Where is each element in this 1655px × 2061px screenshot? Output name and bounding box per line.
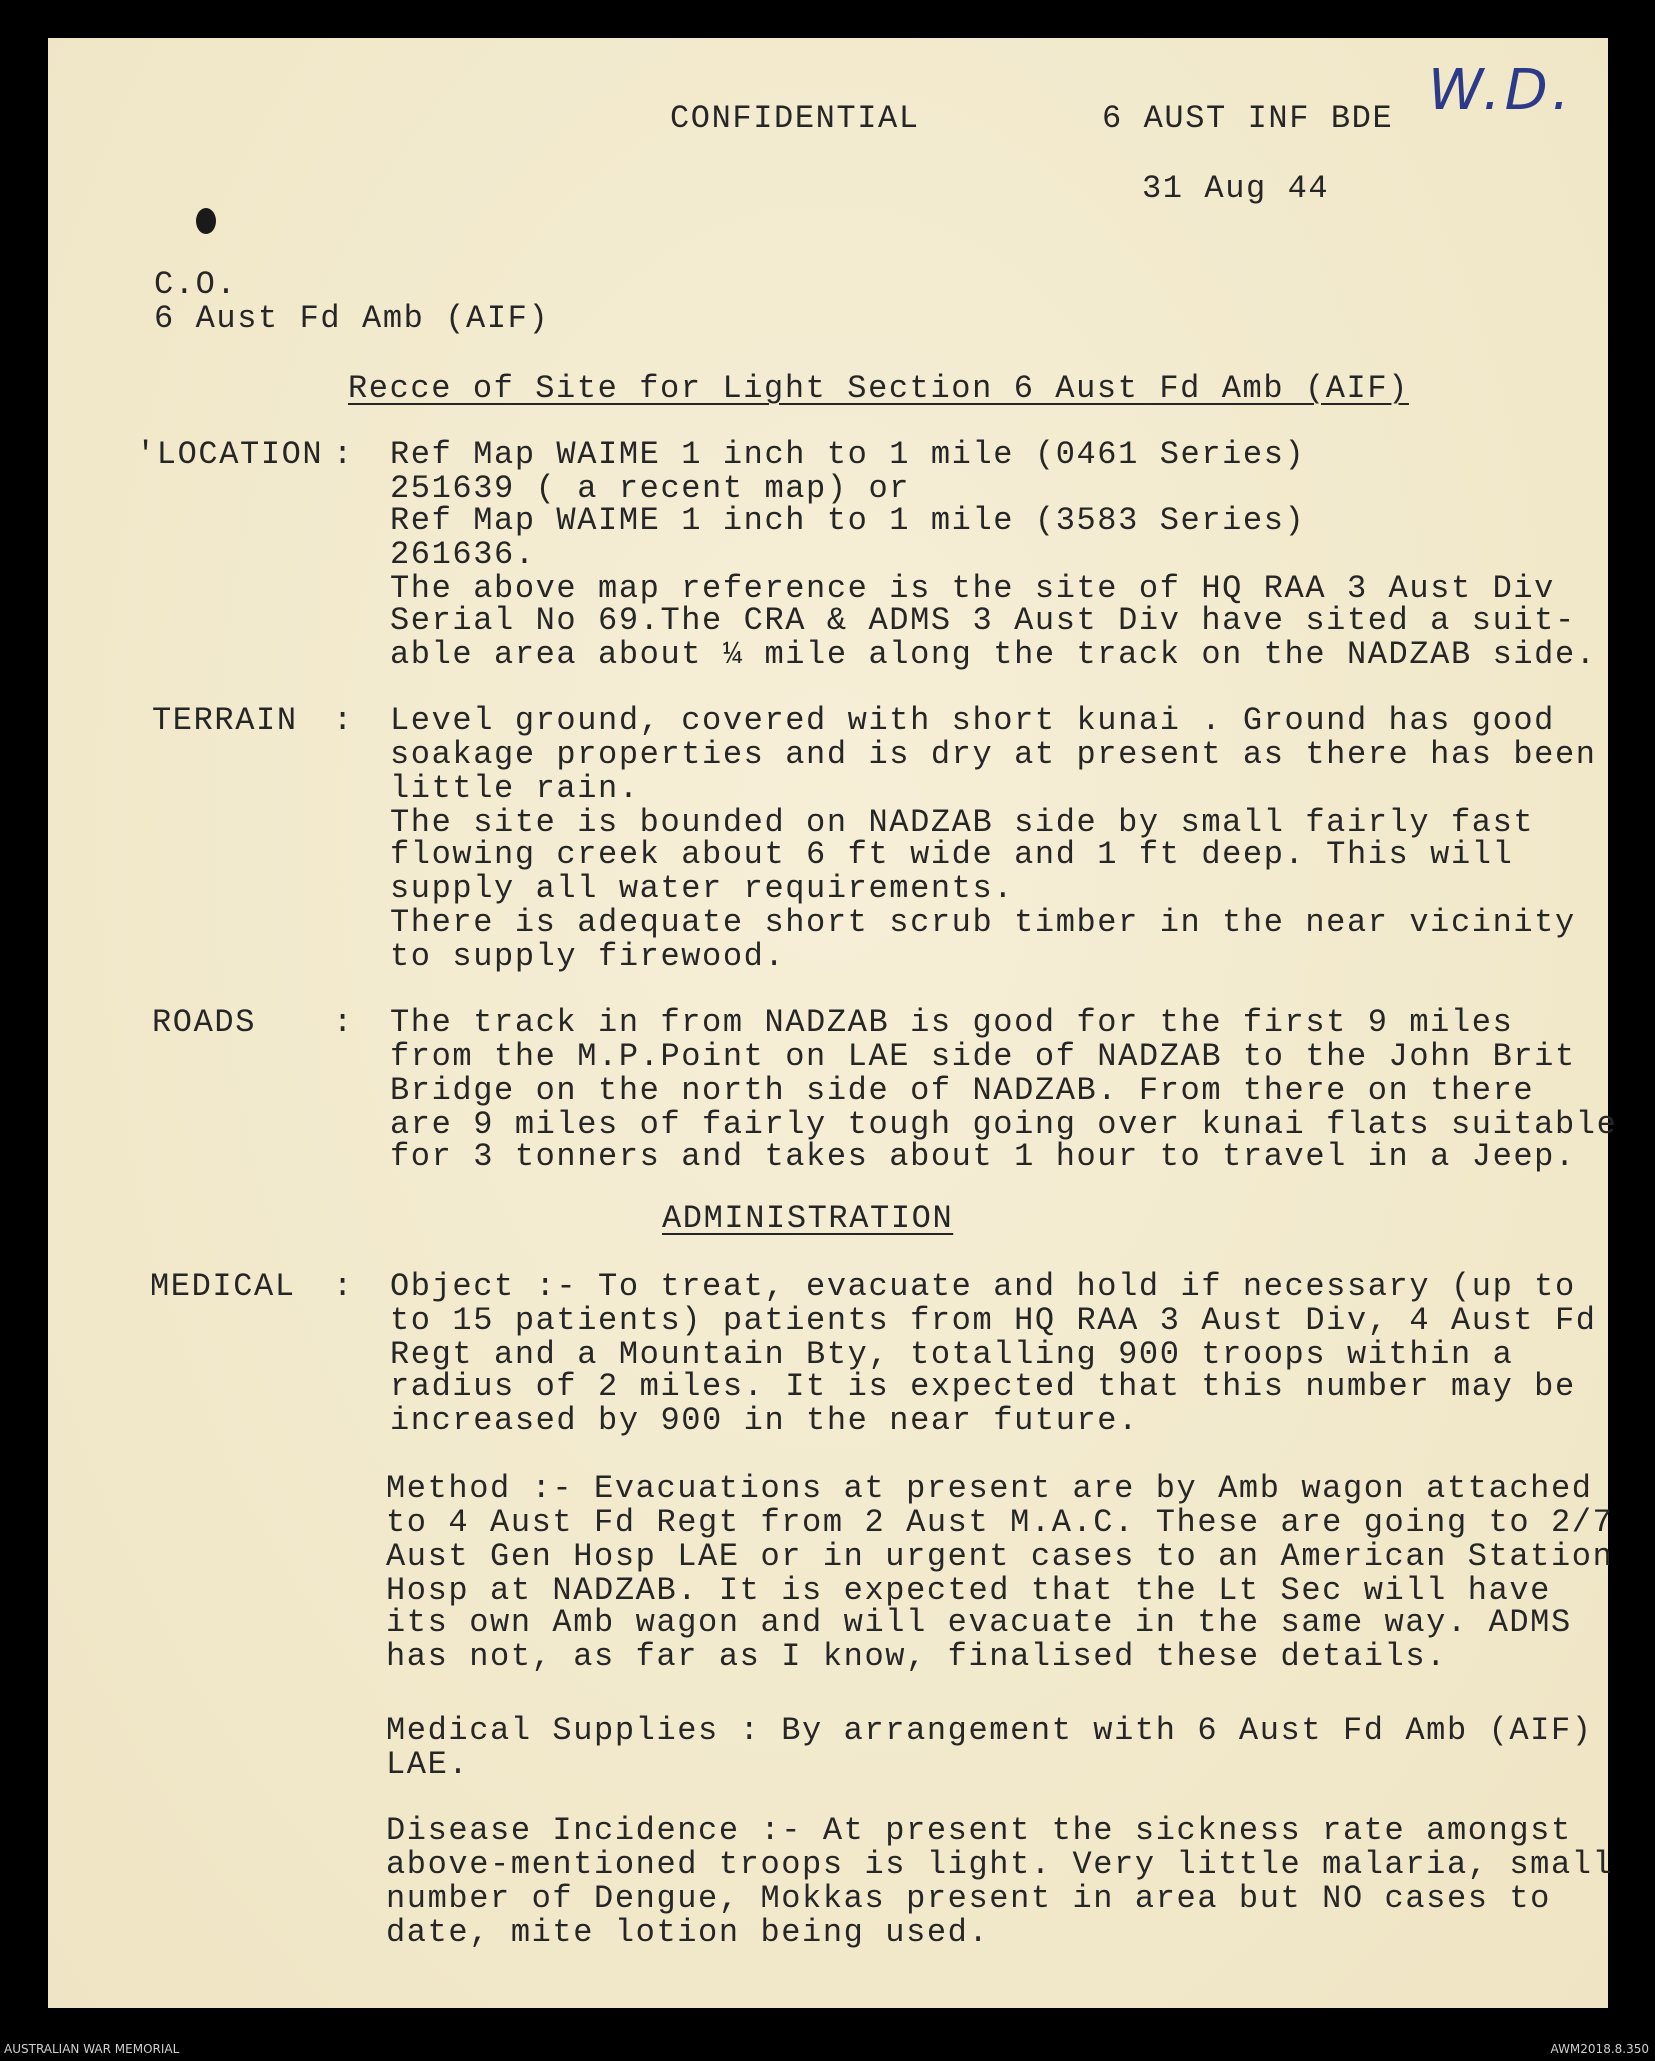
medical-object-line: Regt and a Mountain Bty, totalling 900 troops within a (390, 1336, 1514, 1373)
terrain-line: flowing creek about 6 ft wide and 1 ft deep. This will (390, 836, 1514, 873)
document-title: Recce of Site for Light Section 6 Aust Fd Amb (AIF) (348, 370, 1409, 407)
terrain-line: There is adequate short scrub timber in the near vicinity (390, 904, 1576, 941)
location-line: The above map reference is the site of HQ RAA 3 Aust Div (390, 570, 1555, 607)
section-label-terrain: TERRAIN (152, 702, 298, 739)
terrain-line: to supply firewood. (390, 938, 786, 975)
medical-method-line: Method :- Evacuations at present are by Amb wagon attached (386, 1470, 1593, 1507)
colon: : (333, 436, 353, 473)
footer-accession-number: AWM2018.8.350 (1550, 2042, 1649, 2056)
medical-object-line: to 15 patients) patients from HQ RAA 3 Aust Div, 4 Aust Fd (390, 1302, 1597, 1339)
location-line: able area about ¼ mile along the track on the NADZAB side. (390, 636, 1597, 673)
location-line: Ref Map WAIME 1 inch to 1 mile (3583 Series) (390, 502, 1306, 539)
colon: : (333, 1268, 353, 1305)
location-line: 251639 ( a recent map) or (390, 470, 911, 507)
classification: CONFIDENTIAL (670, 100, 920, 137)
addressee-line-1: C.O. (154, 266, 238, 303)
roads-line: are 9 miles of fairly tough going over kunai flats suitable (390, 1106, 1618, 1143)
terrain-line: supply all water requirements. (390, 870, 1015, 907)
unit-heading: 6 AUST INF BDE (1102, 100, 1394, 137)
handwritten-annotation: W.D. (1428, 58, 1574, 123)
disease-incidence-line: date, mite lotion being used. (386, 1914, 990, 1951)
roads-line: for 3 tonners and takes about 1 hour to travel in a Jeep. (390, 1138, 1576, 1175)
terrain-line: The site is bounded on NADZAB side by small fairly fast (390, 804, 1535, 841)
location-line: Serial No 69.The CRA & ADMS 3 Aust Div have sited a suit- (390, 602, 1576, 639)
medical-object-line: Object :- To treat, evacuate and hold if necessary (up to (390, 1268, 1576, 1305)
location-line: Ref Map WAIME 1 inch to 1 mile (0461 Series) (390, 436, 1306, 473)
footer-source: AUSTRALIAN WAR MEMORIAL (4, 2042, 180, 2056)
terrain-line: little rain. (390, 770, 640, 807)
section-label-medical: MEDICAL (150, 1268, 296, 1305)
terrain-line: soakage properties and is dry at present as there has been (390, 736, 1597, 773)
document-page (48, 38, 1618, 2008)
roads-line: from the M.P.Point on LAE side of NADZAB to the John Brit (390, 1038, 1576, 1075)
colon: : (333, 1004, 353, 1041)
disease-incidence-line: above-mentioned troops is light. Very little malaria, small (386, 1846, 1614, 1883)
disease-incidence-line: number of Dengue, Mokkas present in area but NO cases to (386, 1880, 1551, 1917)
addressee-line-2: 6 Aust Fd Amb (AIF) (154, 300, 550, 337)
medical-method-line: has not, as far as I know, finalised these details. (386, 1638, 1447, 1675)
medical-supplies-line: Medical Supplies : By arrangement with 6 Aust Fd Amb (AIF) (386, 1712, 1593, 1749)
medical-method-line: to 4 Aust Fd Regt from 2 Aust M.A.C. These are going to 2/7 (386, 1504, 1614, 1541)
punch-hole (196, 208, 216, 234)
document-date: 31 Aug 44 (1142, 170, 1330, 207)
medical-method-line: Hosp at NADZAB. It is expected that the Lt Sec will have (386, 1572, 1551, 1609)
section-label-location: 'LOCATION (136, 436, 324, 473)
administration-heading: ADMINISTRATION (662, 1200, 954, 1237)
terrain-line: Level ground, covered with short kunai . Ground has good (390, 702, 1555, 739)
roads-line: The track in from NADZAB is good for the first 9 miles (390, 1004, 1514, 1041)
location-line: 261636. (390, 536, 536, 573)
medical-object-line: radius of 2 miles. It is expected that this number may be (390, 1368, 1576, 1405)
medical-method-line: Aust Gen Hosp LAE or in urgent cases to an American Station (386, 1538, 1614, 1575)
disease-incidence-line: Disease Incidence :- At present the sickness rate amongst (386, 1812, 1572, 1849)
section-label-roads: ROADS (152, 1004, 257, 1041)
medical-method-line: its own Amb wagon and will evacuate in the same way. ADMS (386, 1604, 1572, 1641)
colon: : (333, 702, 353, 739)
medical-object-line: increased by 900 in the near future. (390, 1402, 1139, 1439)
roads-line: Bridge on the north side of NADZAB. From there on there (390, 1072, 1535, 1109)
medical-supplies-line: LAE. (386, 1746, 470, 1783)
